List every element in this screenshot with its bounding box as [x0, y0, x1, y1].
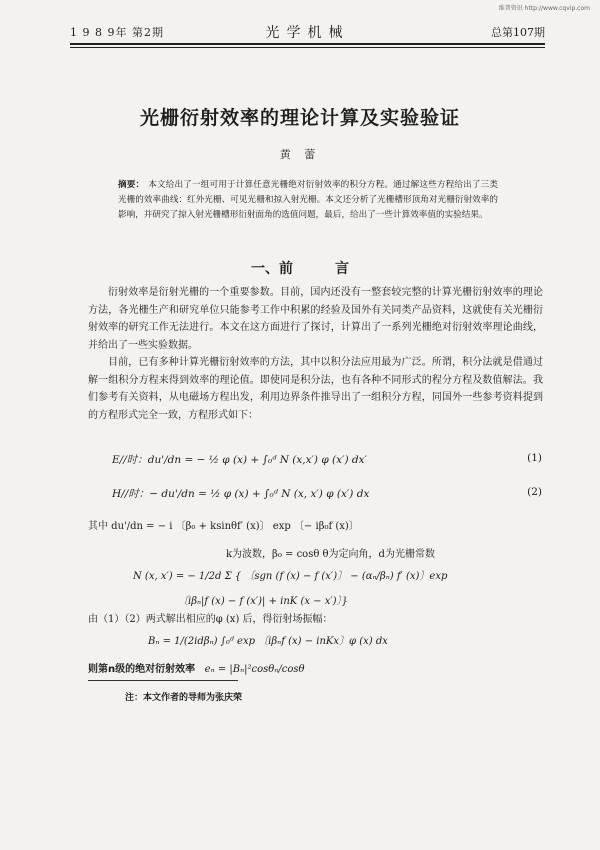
abstract-label: 摘要： [118, 180, 145, 190]
footnote-rule [88, 680, 238, 681]
footnote: 注：本文作者的导师为张庆荣 [125, 693, 243, 703]
header-rule-thick [70, 43, 545, 45]
definition-du-dn: 其中 du'/dn = − i 〔β₀ + ksinθf′ (x)〕 exp 〔− iβ₀f (x)〕 [88, 521, 359, 532]
journal-name: 光学机械 [265, 25, 350, 41]
efficiency-expression: eₙ = |Bₙ|²cosθₙ/cosθ [204, 664, 305, 675]
paragraph-2: 目前，已有多种计算光栅衍射效率的方法，其中以积分法应用最为广泛。所谓，积分法就是借通过解一组积分方程来得到效率的理论值。即使同是积分法，也有各种不同形式的程分方程及数值解法。我们参考有关资料，从电磁场方程出发，利用边界条件推导出了一组积分方程，同国外一些参考资料提到的方程形式完全一致，方程形式如下： [88, 357, 543, 421]
issue-number: 1 9 8 9年 第2期 [70, 26, 164, 39]
abstract [118, 178, 498, 223]
amplitude-formula: Bₙ = 1/(2idβₙ) ∫₀ᵈ exp 〔iβₙf (x) − inKx〕φ (x) dx [148, 636, 388, 647]
equation-2-number: (2) [527, 486, 542, 498]
watermark: 维普资讯 http://www.cqvip.com [498, 5, 590, 12]
section-number: 一、前 [251, 261, 293, 277]
header-rule-thin [70, 47, 545, 48]
equation-1 [112, 452, 542, 467]
equation-1-body: E//时：du'/dn = − ½ φ (x) + ∫₀ᵈ N (x,x′) φ (x′) dx′ [112, 454, 367, 466]
paragraph-1: 衍射效率是衍射光栅的一个重要参数。目前，国内还没有一整套较完整的计算光栅衍射效率的理论方法，各光栅生产和研究单位只能参考工作中积累的经验及国外有关同类产品资料，这就使有关光栅衍射效率的研究工作无法进行。本文在这方面进行了探讨，计算出了一系列光栅绝对衍射效率理论曲线，并给出了一些实验数据。 [88, 287, 543, 351]
section-heading [0, 258, 600, 278]
author: 黄 蕾 [279, 148, 321, 161]
abstract-text: 本文给出了一组可用于计算任意光栅绝对衍射效率的积分方程。通过解这些方程给出了三类光栅的效率曲线：红外光栅、可见光栅和掠入射光栅。本文还分析了光栅槽形顶角对光栅衍射效率的影响，并研究了掠入射光栅槽形衍射面角的选值问题，最后，给出了一些计算效率值的实验结果。 [118, 180, 498, 220]
equation-2 [112, 486, 542, 501]
total-issue: 总第107期 [491, 26, 545, 39]
kernel-N-line-1: N (x, x′) = − 1/2d Σ { 〔sgn (f (x) − f (x′)〕 − (αₙ/βₙ) f′ (x)〕exp [133, 571, 448, 582]
section-word: 言 [335, 261, 349, 277]
efficiency-label: 则第n级的绝对衍射效率 [88, 664, 196, 675]
kernel-N-line-2: 〔iβₙ|f (x) − f (x′)| + inK (x − x′)〕} [178, 596, 348, 607]
amplitude-intro: 由（1）（2）两式解出相应的φ (x) 后，得衍射场振幅： [88, 614, 333, 625]
page-header [70, 24, 545, 40]
definition-k: k为波数，β₀ = cosθ θ为定向角，d为光栅常数 [226, 549, 435, 560]
paper-title: 光栅衍射效率的理论计算及实验验证 [139, 107, 460, 129]
efficiency-formula [88, 660, 305, 675]
equation-1-number: (1) [527, 452, 542, 464]
equation-2-body: H//时：− du'/dn = ½ φ (x) + ∫₀ᵈ N (x, x′) φ (x′) dx [112, 488, 370, 500]
